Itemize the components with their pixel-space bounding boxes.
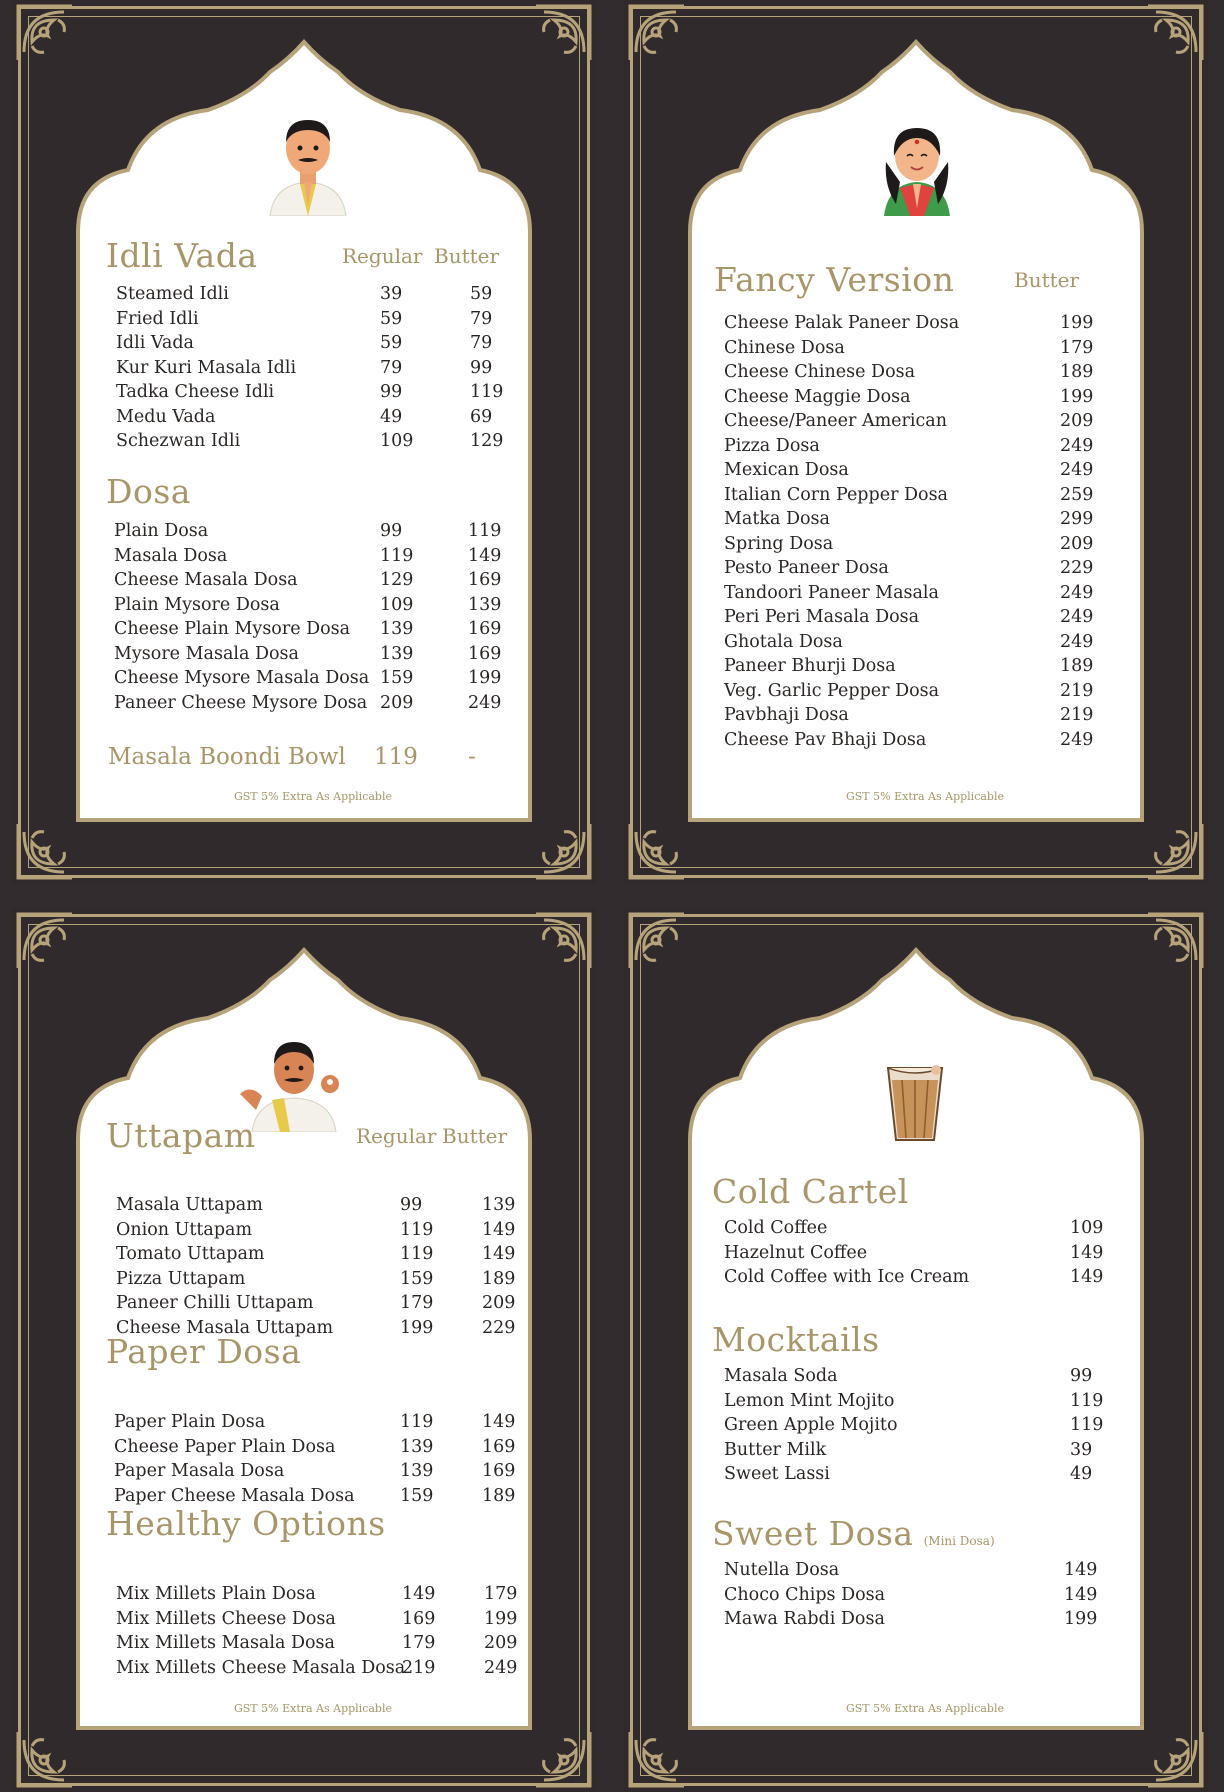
item-name: Mix Millets Plain Dosa — [116, 1584, 316, 1604]
menu-item-row — [724, 558, 1144, 580]
item-name: Paneer Cheese Mysore Dosa — [114, 692, 368, 713]
menu-item-row — [116, 1293, 536, 1315]
item-name: Idli Vada — [116, 333, 194, 353]
item-price-regular: 219 — [402, 1657, 436, 1678]
menu-item-row — [114, 595, 534, 617]
item-price-butter: 249 — [1060, 631, 1094, 652]
menu-item-row — [724, 534, 1144, 556]
menu-item-row — [116, 1269, 536, 1291]
item-name: Mexican Dosa — [724, 460, 849, 480]
item-price-butter: 189 — [482, 1268, 516, 1289]
item-price-butter: 199 — [484, 1608, 518, 1629]
menu-item-row — [724, 362, 1144, 384]
section-title-idli-vada: Idli Vada — [106, 236, 258, 275]
menu-item-row — [724, 1560, 1144, 1582]
item-price-butter: 189 — [482, 1485, 516, 1506]
menu-item-row — [724, 583, 1144, 605]
item-price-butter: 169 — [482, 1436, 516, 1457]
item-price-regular: 49 — [380, 406, 403, 427]
item-name: Green Apple Mojito — [724, 1415, 898, 1435]
item-name: Cheese Plain Mysore Dosa — [114, 619, 351, 639]
item-price-butter: 199 — [1060, 313, 1094, 333]
item-price-butter: 209 — [484, 1633, 518, 1653]
item-price-butter: 249 — [468, 692, 502, 713]
item-price-regular: 159 — [380, 668, 414, 688]
item-price-regular: 99 — [400, 1195, 423, 1215]
menu-item-row — [116, 333, 536, 355]
menu-item-row — [724, 1243, 1144, 1265]
ornament-corner — [532, 1728, 594, 1790]
item-price-regular: 39 — [380, 284, 403, 304]
item-name: Steamed Idli — [116, 284, 229, 304]
item-name: Cheese Masala Uttapam — [116, 1317, 334, 1338]
item-name: Medu Vada — [116, 406, 216, 427]
item-name: Sweet Lassi — [724, 1464, 830, 1484]
item-name: Mix Millets Masala Dosa — [116, 1633, 335, 1653]
item-price-butter: 199 — [468, 668, 502, 688]
column-header-butter: Butter — [434, 244, 500, 268]
item-price-butter: 169 — [468, 570, 502, 590]
item-price-regular: 209 — [380, 692, 414, 713]
menu-item-row — [724, 1267, 1144, 1289]
item-price-regular: 149 — [402, 1584, 436, 1604]
woman-namaste-icon — [880, 122, 954, 216]
menu-item-row — [114, 619, 534, 641]
section-title-dosa: Dosa — [106, 472, 191, 511]
ornament-corner — [1144, 910, 1206, 972]
menu-item-row — [116, 431, 536, 453]
item-price-butter: 119 — [470, 382, 504, 402]
menu-item-row — [114, 570, 534, 592]
menu-item-row — [116, 1609, 536, 1631]
gst-note: GST 5% Extra As Applicable — [233, 790, 392, 803]
item-price-butter: 149 — [468, 545, 502, 566]
sweet-dosa-title-text: Sweet Dosa — [712, 1514, 914, 1553]
item-price-price: 119 — [1070, 1415, 1104, 1435]
menu-item-row — [116, 1195, 536, 1217]
chai-glass-icon — [884, 1064, 946, 1144]
item-name: Paper Masala Dosa — [114, 1461, 285, 1481]
menu-item-row — [724, 313, 1144, 335]
item-price-price: 199 — [1064, 1609, 1098, 1629]
menu-item-row — [116, 1220, 536, 1242]
item-price-price: 109 — [1070, 1218, 1104, 1238]
menu-item-row — [724, 387, 1144, 409]
item-name: Ghotala Dosa — [724, 631, 843, 652]
item-name: Cheese Maggie Dosa — [724, 386, 911, 407]
menu-item-row — [724, 485, 1144, 507]
menu-item-row — [724, 1609, 1144, 1631]
item-price-butter: 219 — [1060, 680, 1094, 701]
item-price-butter: 259 — [1060, 484, 1094, 505]
item-name: Pizza Uttapam — [116, 1268, 246, 1289]
item-price-butter: 249 — [484, 1657, 518, 1678]
ornament-corner — [1144, 2, 1206, 64]
menu-item-row — [724, 338, 1144, 360]
section-title-sweet-dosa — [712, 1514, 995, 1553]
item-price-butter: 189 — [1060, 362, 1094, 382]
menu-item-row — [724, 632, 1144, 654]
item-price-price: 149 — [1070, 1267, 1104, 1287]
menu-item-row — [724, 681, 1144, 703]
item-name: Chinese Dosa — [724, 337, 845, 358]
item-price-butter: 69 — [470, 406, 493, 427]
menu-item-row — [724, 705, 1144, 727]
menu-item-row — [724, 1440, 1144, 1462]
item-price-butter: 179 — [1060, 337, 1094, 358]
menu-item-row — [114, 668, 534, 690]
item-price-butter: 209 — [1060, 533, 1094, 554]
item-price-butter: 169 — [482, 1461, 516, 1481]
item-name: Schezwan Idli — [116, 431, 241, 451]
item-name: Masala Boondi Bowl — [108, 744, 346, 770]
menu-item-row — [724, 1415, 1144, 1437]
menu-item-row — [116, 1244, 536, 1266]
ornament-corner — [532, 820, 594, 882]
item-name: Cheese Palak Paneer Dosa — [724, 313, 960, 333]
item-price-butter: 59 — [470, 284, 493, 304]
menu-item-row — [724, 460, 1144, 482]
item-price-butter: 229 — [482, 1317, 516, 1338]
item-name: Cheese Chinese Dosa — [724, 362, 916, 382]
item-price-butter: 299 — [1060, 509, 1094, 529]
menu-item-row — [724, 607, 1144, 629]
item-price-butter: 249 — [1060, 435, 1094, 456]
menu-panel-fancy-version — [624, 0, 1208, 884]
item-price-regular: 139 — [400, 1461, 434, 1481]
menu-panel-beverages-sweet — [624, 908, 1208, 1792]
item-price-butter: 209 — [482, 1293, 516, 1313]
item-name: Paneer Chilli Uttapam — [116, 1293, 314, 1313]
item-price-butter: 249 — [1060, 607, 1094, 627]
item-price-butter: 149 — [482, 1219, 516, 1240]
column-header-regular: Regular — [342, 244, 423, 268]
item-name: Matka Dosa — [724, 509, 830, 529]
menu-item-row — [116, 382, 536, 404]
menu-item-row — [114, 1412, 534, 1434]
item-price-butter: 129 — [470, 431, 504, 451]
item-name: Tandoori Paneer Masala — [724, 582, 939, 603]
item-price-price: 49 — [1070, 1464, 1093, 1484]
menu-item-row — [116, 1584, 536, 1606]
item-price-butter: 119 — [468, 521, 502, 541]
menu-item-row — [114, 546, 534, 568]
item-name: Cheese Mysore Masala Dosa — [114, 668, 370, 688]
item-price-regular: 119 — [400, 1412, 434, 1432]
item-price-price: 149 — [1070, 1242, 1104, 1263]
menu-item-row — [116, 284, 536, 306]
ornament-corner — [532, 910, 594, 972]
gst-note: GST 5% Extra As Applicable — [233, 1702, 392, 1715]
item-price-butter: 79 — [470, 333, 493, 353]
menu-item-row — [724, 656, 1144, 678]
ornament-corner — [532, 2, 594, 64]
section-title-mocktails: Mocktails — [712, 1320, 880, 1359]
item-price-regular: 119 — [380, 545, 414, 566]
menu-item-row — [724, 411, 1144, 433]
item-price-price: 149 — [1064, 1584, 1098, 1605]
item-price-butter: 179 — [484, 1584, 518, 1604]
ornament-corner — [1144, 1728, 1206, 1790]
item-price-regular: 79 — [380, 357, 403, 378]
item-name: Lemon Mint Mojito — [724, 1390, 895, 1411]
item-price-butter: 249 — [1060, 729, 1094, 750]
menu-item-row — [724, 1585, 1144, 1607]
ornament-corner — [14, 910, 76, 972]
item-price-butter: 189 — [1060, 656, 1094, 676]
item-name: Butter Milk — [724, 1439, 827, 1460]
item-price-regular: 159 — [400, 1268, 434, 1289]
item-price-butter: 229 — [1060, 558, 1094, 578]
item-name: Paper Cheese Masala Dosa — [114, 1485, 355, 1506]
column-header-butter: Butter — [442, 1124, 508, 1148]
item-price-butter: 149 — [482, 1244, 516, 1264]
item-name: Tadka Cheese Idli — [116, 382, 275, 402]
menu-item-row — [724, 1391, 1144, 1413]
menu-item-row — [114, 693, 534, 715]
item-name: Mix Millets Cheese Masala Dosa — [116, 1657, 406, 1678]
item-price-price: 119 — [1070, 1390, 1104, 1411]
item-price-butter: 149 — [482, 1412, 516, 1432]
menu-item-row — [116, 309, 536, 331]
menu-item-row — [724, 509, 1144, 531]
item-name: Choco Chips Dosa — [724, 1584, 886, 1605]
item-price-butter: 169 — [468, 643, 502, 664]
column-header-butter: Butter — [1014, 268, 1080, 292]
item-price-regular: 179 — [402, 1633, 436, 1653]
ornament-corner — [626, 910, 688, 972]
ornament-corner — [14, 820, 76, 882]
menu-item-row — [116, 1633, 536, 1655]
item-name: Mysore Masala Dosa — [114, 643, 299, 664]
menu-panel-idli-dosa — [12, 0, 596, 884]
item-price-regular: 99 — [380, 521, 403, 541]
menu-item-row — [724, 436, 1144, 458]
item-name: Pizza Dosa — [724, 435, 820, 456]
menu-panel-uttapam — [12, 908, 596, 1792]
item-price-regular: 109 — [380, 594, 414, 615]
item-name: Pavbhaji Dosa — [724, 705, 849, 725]
item-price-butter: 169 — [468, 619, 502, 639]
item-price-price: 39 — [1070, 1439, 1093, 1460]
section-title-fancy-version: Fancy Version — [714, 260, 955, 299]
item-price-regular: 139 — [400, 1436, 434, 1457]
item-name: Masala Uttapam — [116, 1195, 263, 1215]
item-name: Italian Corn Pepper Dosa — [724, 484, 948, 505]
gst-note: GST 5% Extra As Applicable — [845, 790, 1004, 803]
sweet-dosa-subtitle: (Mini Dosa) — [923, 1534, 995, 1548]
menu-item-row — [114, 1461, 534, 1483]
menu-item-row — [724, 1366, 1144, 1388]
item-name: Plain Dosa — [114, 521, 209, 541]
menu-item-row — [114, 1437, 534, 1459]
menu-item-row — [724, 1218, 1144, 1240]
item-price-regular: 199 — [400, 1317, 434, 1338]
item-name: Mawa Rabdi Dosa — [724, 1609, 885, 1629]
item-price-regular: 119 — [400, 1219, 434, 1240]
item-price-regular: 179 — [400, 1293, 434, 1313]
section-title-healthy-options: Healthy Options — [106, 1504, 386, 1543]
item-name: Peri Peri Masala Dosa — [724, 607, 920, 627]
item-price-butter: 99 — [470, 357, 493, 378]
section-title-paper-dosa: Paper Dosa — [106, 1332, 302, 1371]
man-namaste-icon — [260, 112, 356, 216]
item-price-regular: 129 — [380, 570, 414, 590]
item-name: Cold Coffee — [724, 1218, 828, 1238]
item-name: Paneer Bhurji Dosa — [724, 656, 896, 676]
item-name: Cold Coffee with Ice Cream — [724, 1267, 970, 1287]
item-name: Mix Millets Cheese Dosa — [116, 1608, 336, 1629]
item-name: Cheese Pav Bhaji Dosa — [724, 729, 927, 750]
item-name: Hazelnut Coffee — [724, 1242, 868, 1263]
menu-item-row — [116, 407, 536, 429]
item-name: Cheese/Paneer American — [724, 411, 947, 431]
ornament-corner — [626, 1728, 688, 1790]
item-name: Veg. Garlic Pepper Dosa — [724, 680, 940, 701]
item-name: Kur Kuri Masala Idli — [116, 357, 297, 378]
item-name: Spring Dosa — [724, 533, 834, 554]
menu-item-row — [114, 521, 534, 543]
menu-item-row — [724, 1464, 1144, 1486]
item-price-butter: 209 — [1060, 411, 1094, 431]
section-title-uttapam: Uttapam — [106, 1116, 256, 1155]
item-price-butter: 139 — [468, 594, 502, 615]
menu-item-row — [116, 1658, 536, 1680]
item-price-regular: 109 — [380, 431, 414, 451]
item-name: Pesto Paneer Dosa — [724, 558, 889, 578]
item-price-price: 149 — [1064, 1560, 1098, 1580]
section-title-cold-cartel: Cold Cartel — [712, 1172, 909, 1211]
item-price-regular: 139 — [380, 619, 414, 639]
item-price-butter: 219 — [1060, 705, 1094, 725]
item-name: Cheese Masala Dosa — [114, 570, 298, 590]
item-name: Masala Soda — [724, 1366, 838, 1386]
menu-item-row — [724, 730, 1144, 752]
item-name: Paper Plain Dosa — [114, 1412, 266, 1432]
item-name: Plain Mysore Dosa — [114, 594, 280, 615]
item-name: Cheese Paper Plain Dosa — [114, 1436, 336, 1457]
item-name: Masala Dosa — [114, 545, 228, 566]
ornament-corner — [1144, 820, 1206, 882]
item-price-regular: 169 — [402, 1608, 436, 1629]
ornament-corner — [626, 2, 688, 64]
item-price-butter: 249 — [1060, 460, 1094, 480]
ornament-corner — [626, 820, 688, 882]
ornament-corner — [14, 1728, 76, 1790]
menu-item-row — [114, 644, 534, 666]
item-price-regular: 59 — [380, 333, 403, 353]
item-name: Onion Uttapam — [116, 1219, 253, 1240]
item-name: Nutella Dosa — [724, 1560, 840, 1580]
item-price-butter: 199 — [1060, 386, 1094, 407]
item-price-butter: 79 — [470, 308, 493, 329]
menu-item-row — [116, 358, 536, 380]
item-price-regular: 99 — [380, 382, 403, 402]
item-price-regular: 159 — [400, 1485, 434, 1506]
item-price-price: 99 — [1070, 1366, 1093, 1386]
item-price-regular: 139 — [380, 643, 414, 664]
item-price-butter: - — [468, 744, 476, 770]
item-price-regular: 119 — [400, 1244, 434, 1264]
item-name: Fried Idli — [116, 308, 199, 329]
item-price-butter: 139 — [482, 1195, 516, 1215]
item-price-butter: 249 — [1060, 582, 1094, 603]
ornament-corner — [14, 2, 76, 64]
item-price-regular: 119 — [374, 744, 418, 770]
item-name: Tomato Uttapam — [116, 1244, 265, 1264]
gst-note: GST 5% Extra As Applicable — [845, 1702, 1004, 1715]
column-header-regular: Regular — [356, 1124, 437, 1148]
item-price-regular: 59 — [380, 308, 403, 329]
